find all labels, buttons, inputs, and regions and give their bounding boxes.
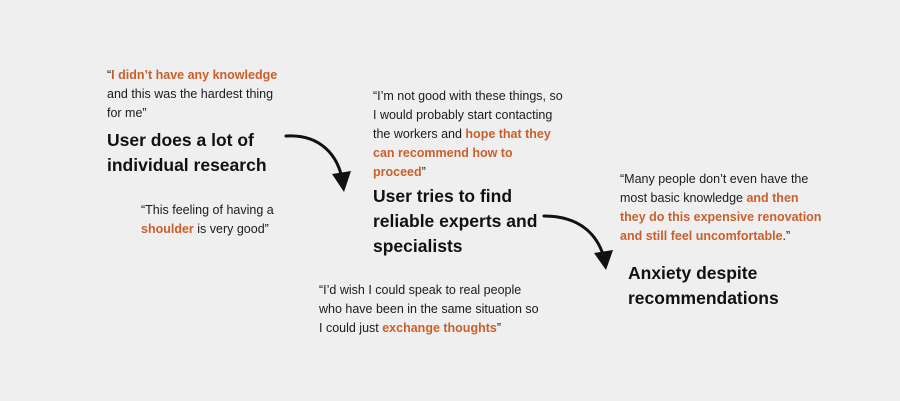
quote-highlight: and then they do this expensive renovation and still feel uncomfortable: [620, 191, 822, 243]
quote-plain: “Many people don’t even have the most basic knowledge: [620, 172, 809, 205]
quote-text-speak-to-real-people: [319, 281, 539, 338]
stage-label-anxiety-despite-recommendations: Anxiety despite recommendations: [628, 263, 779, 308]
quote-plain: ”: [421, 165, 426, 179]
quote-text-many-people-basic-knowledge: [620, 170, 825, 246]
quote-plain: .”: [782, 229, 791, 243]
quote-highlight: I didn’t have any knowledge: [111, 68, 278, 82]
quote-highlight: exchange thoughts: [382, 321, 497, 335]
quote-plain: ”: [496, 321, 501, 335]
quote-highlight: hope that they can recommend how to proceed: [373, 127, 551, 179]
quote-plain: and this was the hardest thing for me”: [107, 87, 274, 120]
quote-plain: “I’d wish I could speak to real people who have been in the same situation so I could just: [319, 283, 539, 335]
stage-label-find-reliable-experts: User tries to find reliable experts and specialists: [373, 186, 538, 256]
quote-text-knowledge: [107, 66, 287, 123]
stage-label-individual-research: User does a lot of individual research: [107, 130, 267, 175]
quote-plain: “This feeling of having a: [141, 203, 274, 217]
quote-plain: “I’m not good with these things, so I would probably start contacting the workers and: [373, 89, 563, 141]
quote-text-not-good-with-these-things: [373, 87, 563, 182]
curved-arrow-icon: [283, 130, 363, 202]
curved-arrow-icon: [541, 212, 627, 280]
quote-text-shoulder: [141, 201, 281, 239]
quote-plain: is very good”: [193, 222, 269, 236]
quote-highlight: shoulder: [141, 222, 194, 236]
quote-plain: “: [107, 68, 112, 82]
